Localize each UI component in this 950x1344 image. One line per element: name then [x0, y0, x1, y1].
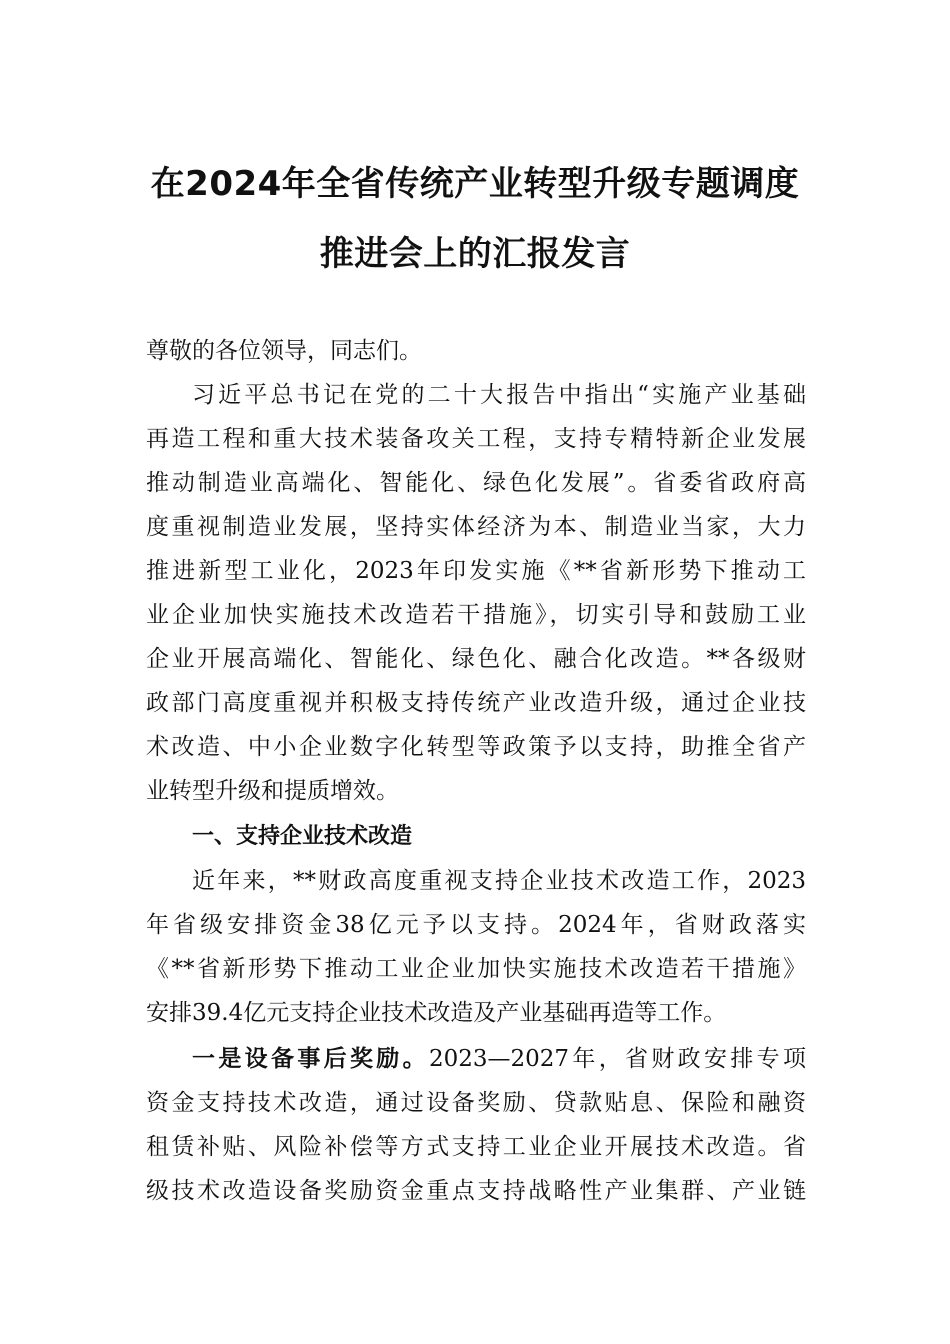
paragraph-line: 资金支持技术改造，通过设备奖励、贷款贴息、保险和融资: [146, 1090, 806, 1116]
paragraph-line: 租赁补贴、风险补偿等方式支持工业企业开展技术改造。省: [146, 1134, 806, 1160]
intro-paragraph-line: 推动制造业高端化、智能化、绿色化发展”。省委省政府高: [146, 470, 806, 496]
section-paragraph-line: 《**省新形势下推动工业企业加快实施技术改造若干措施》: [146, 956, 806, 982]
intro-paragraph-line: 业转型升级和提质增效。: [146, 778, 399, 804]
intro-paragraph-line: 政部门高度重视并积极支持传统产业改造升级，通过企业技: [146, 690, 806, 716]
document-title-line-2: 推进会上的汇报发言: [319, 234, 631, 274]
intro-paragraph-line: 业企业加快实施技术改造若干措施》，切实引导和鼓励工业: [146, 602, 806, 628]
intro-paragraph-line: 术改造、中小企业数字化转型等政策予以支持，助推全省产: [146, 734, 806, 760]
intro-paragraph-line: 再造工程和重大技术装备攻关工程，支持专精特新企业发展: [146, 426, 806, 452]
paragraph-line-with-lead: [192, 1044, 806, 1074]
intro-paragraph-line: 企业开展高端化、智能化、绿色化、融合化改造。**各级财: [146, 646, 806, 672]
section-paragraph-line: 近年来，**财政高度重视支持企业技术改造工作，2023: [192, 868, 806, 894]
intro-paragraph-line: 习近平总书记在党的二十大报告中指出“实施产业基础: [192, 382, 806, 408]
paragraph-line: 级技术改造设备奖励资金重点支持战略性产业集群、产业链: [146, 1178, 806, 1204]
paragraph-lead-phrase: 一是设备事后奖励。: [192, 1046, 429, 1072]
section-heading: 一、支持企业技术改造: [192, 824, 413, 849]
section-paragraph-line: 安排39.4亿元支持企业技术改造及产业基础再造等工作。: [146, 1000, 727, 1026]
section-paragraph-line: 年省级安排资金38亿元予以支持。2024年，省财政落实: [146, 912, 806, 938]
paragraph-line-text: 2023—2027年，省财政安排专项: [428, 1046, 806, 1072]
intro-paragraph-line: 度重视制造业发展，坚持实体经济为本、制造业当家，大力: [146, 514, 806, 540]
intro-paragraph-line: 推进新型工业化，2023年印发实施《**省新形势下推动工: [146, 558, 806, 584]
document-title-line-1: 在2024年全省传统产业转型升级专题调度: [150, 164, 800, 204]
salutation: 尊敬的各位领导，同志们。: [146, 338, 422, 364]
